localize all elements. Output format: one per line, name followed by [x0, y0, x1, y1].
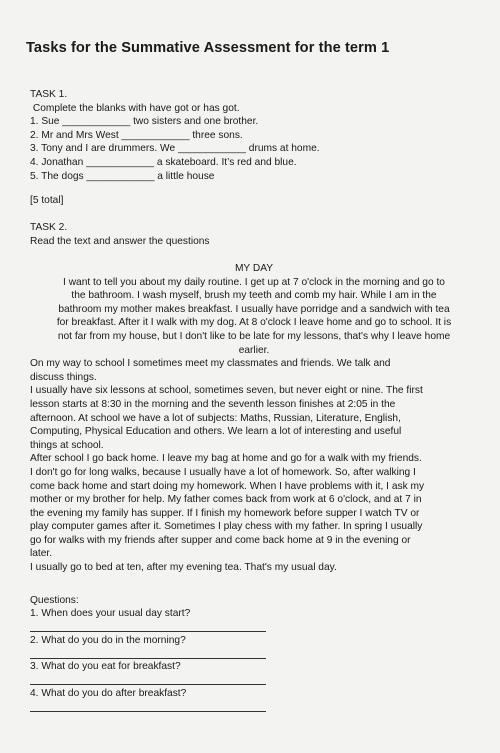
task1-item: 1. Sue ____________ two sisters and one brother.	[30, 116, 259, 128]
task1-item: 5. The dogs ____________ a little house	[30, 170, 215, 182]
story-line: mother or my brother for help. My father comes back from work at 6 o'clock, and at 7 in	[30, 494, 422, 506]
task1-total: [5 total]	[30, 195, 64, 206]
story-line: the evening my family has supper. If I finish my homework before supper I watch TV or	[30, 507, 420, 519]
story-line: not far from my house, but I don't like to be late for my lessons, that's why I leave home	[57, 330, 451, 342]
story-line: I usually go to bed at ten, after my evening tea. That's my usual day.	[30, 562, 337, 574]
story-line: discuss things.	[30, 371, 97, 383]
story-line: afternoon. At school we have a lot of subjects: Maths, Russian, Literature, English,	[30, 412, 401, 424]
story-line: I don't go for long walks, because I usually have a lot of homework. So, after walking I	[30, 466, 416, 478]
story-line: the bathroom. I wash myself, brush my teeth and comb my hair. While I am in the	[71, 290, 437, 302]
story-line: play computer games after it. Sometimes I play chess with my father. In spring I usually	[30, 521, 423, 533]
task2-header	[30, 221, 478, 248]
story-line: for breakfast. After it I walk with my dog. At 8 o'clock I leave home and go to school. It is	[56, 317, 452, 329]
question-item: 1. When does your usual day start?	[30, 608, 191, 619]
questions-heading: Questions:	[30, 595, 79, 606]
answer-line[interactable]	[30, 711, 266, 712]
story-text	[30, 262, 478, 575]
task1-heading: TASK 1.	[30, 89, 68, 100]
story-line: After school I go back home. I leave my bag at home and go for a walk with my friends.	[30, 453, 422, 465]
story-line: lesson starts at 8:30 in the morning and the seventh lesson finishes at 2:05 in the	[30, 398, 396, 410]
question-item: 2. What do you do in the morning?	[30, 635, 186, 646]
question-item: 3. What do you eat for breakfast?	[30, 661, 181, 672]
story-line: go for walks with my friends after supper and come back home at 9 in the evening or	[30, 534, 411, 546]
story-line: I usually have six lessons at school, sometimes seven, but never eight or nine. The first	[30, 385, 423, 397]
story-line: later.	[30, 548, 53, 560]
task1-section	[30, 88, 478, 183]
story-line: On my way to school I sometimes meet my classmates and friends. We talk and	[30, 358, 391, 370]
task2-instruction: Read the text and answer the questions	[30, 235, 210, 247]
task1-instruction: Complete the blanks with have got or has got.	[30, 102, 240, 114]
story-title: MY DAY	[234, 263, 274, 274]
worksheet-title: Tasks for the Summative Assessment for the term 1	[26, 40, 390, 56]
task1-item: 3. Tony and I are drummers. We ____________ drums at home.	[30, 143, 320, 155]
story-line: I want to tell you about my daily routine. I get up at 7 o'clock in the morning and go to	[63, 276, 445, 288]
story-line: things at school.	[30, 439, 104, 451]
story-line: earlier.	[238, 344, 270, 356]
answer-line[interactable]	[30, 631, 266, 632]
answer-line[interactable]	[30, 658, 266, 659]
task1-item: 2. Mr and Mrs West ____________ three sons.	[30, 129, 243, 141]
task2-heading: TASK 2.	[30, 222, 68, 233]
story-line: come back home and start doing my homework. When I have problems with it, I ask my	[30, 480, 425, 492]
story-line: bathroom my mother makes breakfast. I usually have porridge and a sandwich with tea	[58, 303, 450, 315]
story-line: Computing, Physical Education and others. We learn a lot of interesting and useful	[30, 426, 402, 438]
question-item: 4. What do you do after breakfast?	[30, 688, 187, 699]
task1-item: 4. Jonathan ____________ a skateboard. It’s red and blue.	[30, 156, 297, 168]
answer-line[interactable]	[30, 684, 266, 685]
